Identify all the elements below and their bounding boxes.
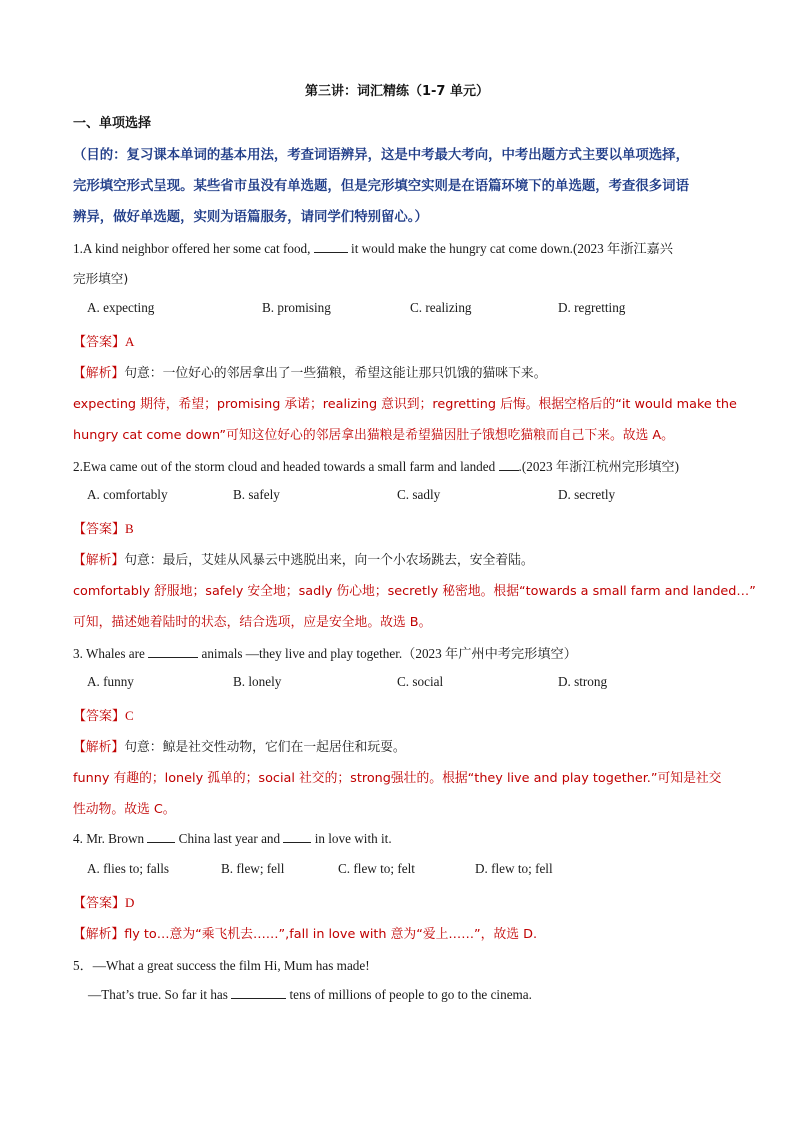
question-1-answer: 【答案】A — [73, 334, 135, 350]
option-d: D. strong — [558, 674, 608, 689]
question-1-analysis-line-3: hungry cat come down”可知这位好心的邻居拿出猫粮是希望猫因肚子饿想吃猫粮而自己下来。故选 A。 — [73, 428, 674, 443]
question-4-answer: 【答案】D — [73, 895, 135, 911]
purpose-note — [73, 140, 723, 233]
option-b: B. promising — [262, 300, 331, 315]
answer-blank — [147, 830, 175, 843]
answer-blank — [231, 986, 286, 999]
question-1-stem: 1.A kind neighbor offered her some cat food, it would make the hungry cat come down.(2023 年浙江嘉兴 — [73, 241, 673, 256]
question-1-analysis: 【解析】句意：一位好心的邻居拿出了一些猫粮，希望这能让那只饥饿的猫咪下来。 — [73, 366, 547, 381]
question-3-analysis-line-3: 性动物。故选 C。 — [73, 802, 176, 817]
purpose-line-1: （目的：复习课本单词的基本用法，考查词语辨异，这是中考最大考向，中考出题方式主要以单项选择， — [73, 148, 689, 163]
option-c: C. flew to; felt — [338, 861, 415, 876]
section-heading: 一、单项选择 — [73, 116, 152, 131]
question-4-analysis: 【解析】fly to…意为“乘飞机去……”,fall in love with 意为“爱上……”，故选 D. — [73, 927, 538, 942]
option-d: D. secretly — [558, 487, 616, 502]
purpose-line-3: 辨异，做好单选题，实则为语篇服务，请同学们特别留心。） — [73, 210, 428, 225]
question-1-stem-cont: 完形填空) — [73, 271, 129, 286]
question-2-stem: 2.Ewa came out of the storm cloud and headed towards a small farm and landed .(2023 年浙江杭州完形填空) — [73, 459, 679, 474]
question-4-stem: 4. Mr. Brown China last year and in love with it. — [73, 831, 392, 846]
option-c: C. social — [397, 674, 444, 689]
question-3-answer: 【答案】C — [73, 708, 134, 724]
page-title: 第三讲：词汇精练（1-7 单元） — [304, 84, 489, 99]
answer-blank — [148, 645, 198, 658]
question-2-analysis-line-2: comfortably 舒服地；safely 安全地；sadly 伤心地；secretly 秘密地。根据“towards a small farm and landed…” — [73, 584, 756, 599]
option-a: A. expecting — [87, 300, 155, 315]
option-d: D. regretting — [558, 300, 626, 315]
option-a: A. comfortably — [87, 487, 168, 502]
option-b: B. safely — [233, 487, 280, 502]
option-c: C. sadly — [397, 487, 441, 502]
question-1-analysis-line-2: expecting 期待，希望；promising 承诺；realizing 意识到；regretting 后悔。根据空格后的“it would make the — [73, 397, 737, 412]
question-3-analysis: 【解析】句意：鲸是社交性动物，它们在一起居住和玩耍。 — [73, 740, 406, 755]
question-3-analysis-line-2: funny 有趣的；lonely 孤单的；social 社交的；strong强壮的。根据“they live and play together.”可知是社交 — [73, 771, 722, 786]
question-3-stem: 3. Whales are animals —they live and play together.（2023 年广州中考完形填空） — [73, 646, 577, 661]
question-5-stem: 5．—What a great success the film Hi, Mum has made! — [73, 958, 370, 973]
question-2-analysis-line-3: 可知，描述她着陆时的状态，结合选项，应是安全地。故选 B。 — [73, 615, 432, 630]
option-a: A. funny — [87, 674, 134, 689]
option-a: A. flies to; falls — [87, 861, 170, 876]
option-b: B. lonely — [233, 674, 282, 689]
answer-blank — [499, 458, 519, 471]
question-2-answer: 【答案】B — [73, 521, 134, 537]
option-d: D. flew to; fell — [475, 861, 553, 876]
option-b: B. flew; fell — [221, 861, 285, 876]
answer-blank — [283, 830, 311, 843]
question-2-analysis: 【解析】句意：最后，艾娃从风暴云中逃脱出来，向一个小农场跳去，安全着陆。 — [73, 553, 534, 568]
answer-blank — [314, 240, 348, 253]
option-c: C. realizing — [410, 300, 472, 315]
purpose-line-2: 完形填空形式呈现。某些省市虽没有单选题，但是完形填空实则是在语篇环境下的单选题，考查很多词语 — [73, 179, 689, 194]
question-5-stem-cont: —That’s true. So far it has tens of millions of people to go to the cinema. — [88, 987, 532, 1002]
